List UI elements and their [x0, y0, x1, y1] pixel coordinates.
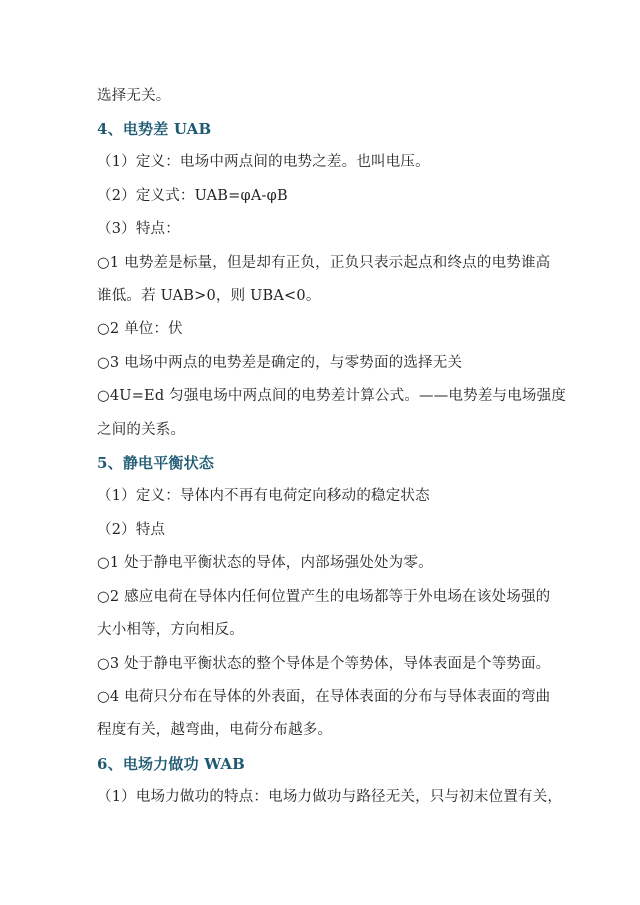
body-text: （1）电场力做功的特点：电场力做功与路径无关，只与初末位置有关， [97, 789, 563, 805]
body-text: 选择无关。 [97, 88, 171, 104]
body-text: （1）定义：导体内不再有电荷定向移动的稳定状态 [97, 488, 430, 504]
body-text: ○2 单位：伏 [97, 321, 183, 337]
body-text: ○4 电荷只分布在导体的外表面，在导体表面的分布与导体表面的弯曲 [97, 689, 551, 705]
body-text: 之间的关系。 [97, 422, 186, 438]
body-text: ○2 感应电荷在导体内任何位置产生的电场都等于外电场在该处场强的 [97, 589, 551, 605]
body-text: 谁低。若 UAB>0，则 UBA<0。 [97, 288, 321, 304]
body-text: ○1 处于静电平衡状态的导体，内部场强处处为零。 [97, 555, 433, 571]
body-text: （1）定义：电场中两点间的电势之差。也叫电压。 [97, 154, 430, 170]
body-text: 程度有关，越弯曲，电荷分布越多。 [97, 722, 333, 738]
body-text: ○4U=Ed 匀强电场中两点间的电势差计算公式。——电势差与电场强度 [97, 388, 567, 404]
section-heading: 6、电场力做功 WAB [97, 755, 246, 773]
body-text: （2）定义式：UAB=φA-φB [97, 188, 288, 204]
section-heading: 4、电势差 UAB [97, 120, 212, 138]
section-heading: 5、静电平衡状态 [97, 454, 215, 472]
body-text: ○3 电场中两点的电势差是确定的，与零势面的选择无关 [97, 355, 463, 371]
body-text: ○3 处于静电平衡状态的整个导体是个等势体，导体表面是个等势面。 [97, 656, 551, 672]
body-text: （2）特点 [97, 522, 166, 538]
body-text: ○1 电势差是标量，但是却有正负，正负只表示起点和终点的电势谁高 [97, 255, 551, 271]
body-text: 大小相等，方向相反。 [97, 622, 244, 638]
body-text: （3）特点： [97, 221, 180, 237]
